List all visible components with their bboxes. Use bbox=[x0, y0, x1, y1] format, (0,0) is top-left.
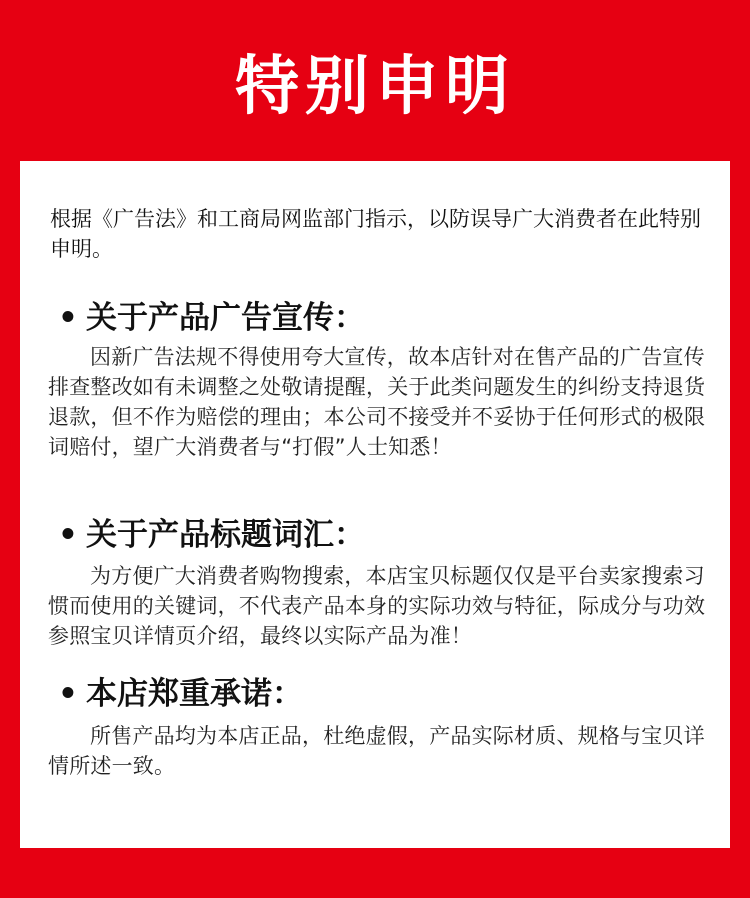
section-heading-title-words bbox=[58, 515, 365, 555]
notice-card bbox=[20, 161, 730, 848]
bullet-icon: • bbox=[58, 676, 78, 712]
bullet-icon: • bbox=[58, 517, 78, 553]
section-heading-advertising bbox=[58, 298, 365, 338]
section-heading-label: 关于产品标题词汇： bbox=[86, 517, 365, 553]
page-title: 特别申明 bbox=[235, 50, 515, 124]
section-heading-label: 关于产品广告宣传： bbox=[86, 300, 365, 336]
section-heading-label: 本店郑重承诺： bbox=[86, 676, 303, 712]
intro-text: 根据《广告法》和工商局网监部门指示，以防误导广大消费者在此特别申明。 bbox=[50, 207, 701, 261]
section-body-promise: 所售产品均为本店正品，杜绝虚假，产品实际材质、规格与宝贝详情所述一致。 bbox=[48, 724, 705, 778]
bullet-icon: • bbox=[58, 300, 78, 336]
section-body-title-words: 为方便广大消费者购物搜索，本店宝贝标题仅仅是平台卖家搜索习惯而使用的关键词，不代表产品本身的实际功效与特征，际成分与功效参照宝贝详情页介绍，最终以实际产品为准！ bbox=[48, 564, 706, 648]
section-heading-promise bbox=[58, 674, 303, 714]
section-body-advertising: 因新广告法规不得使用夸大宣传，故本店针对在售产品的广告宣传排查整改如有未调整之处敬请提醒，关于此类问题发生的纠纷支持退货退款，但不作为赔偿的理由；本公司不接受并不妥协于任何形式的极限词赔付，望广大消费者与“打假”人士知悉！ bbox=[48, 345, 706, 459]
